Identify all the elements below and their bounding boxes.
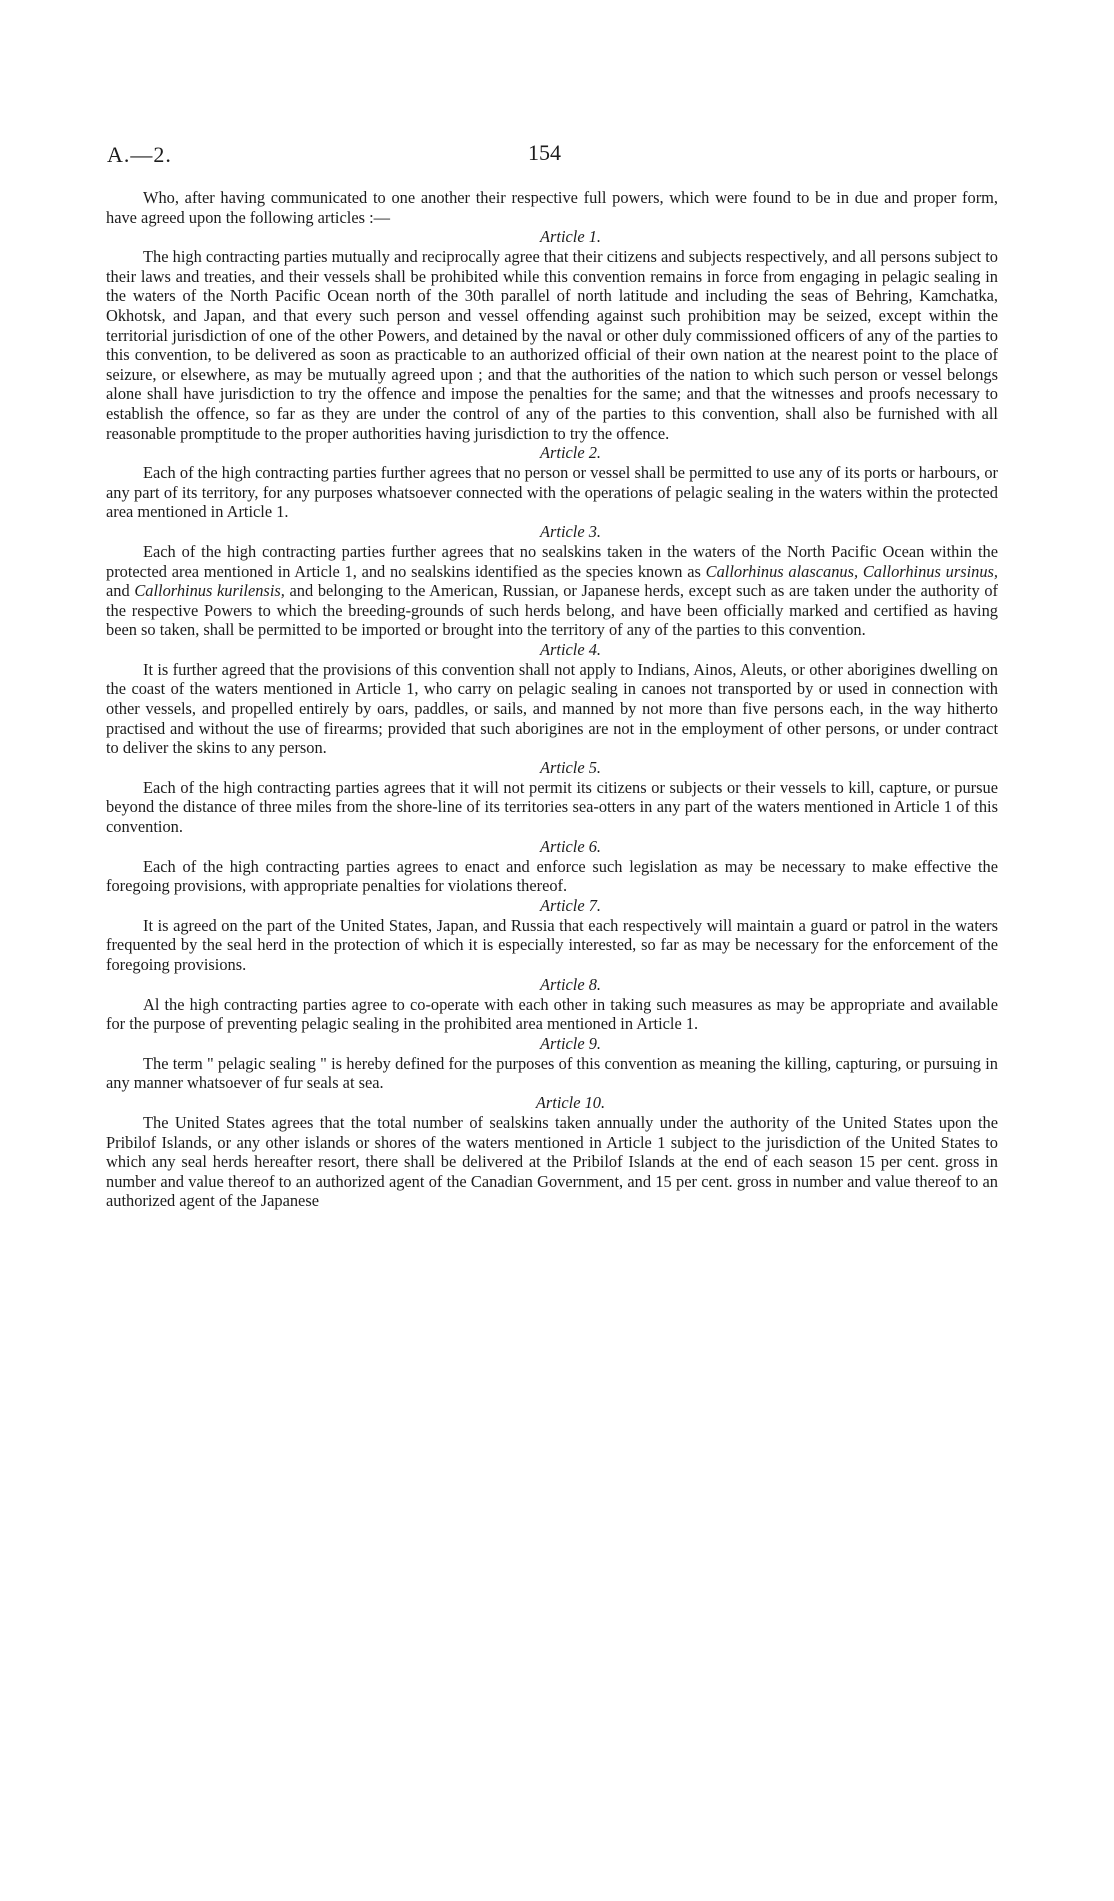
article-3-text-part-a: Each of the high contracting parties further agrees that no sealskins taken in the waters of the North Pacific Ocean within the protected area mentioned in Article 1, and no sealskins identified as the species known as [106, 541, 998, 581]
intro-paragraph: Who, after having communicated to one another their respective full powers, which were found to be in due and proper form, have agreed upon the following articles :— [106, 188, 998, 227]
article-8-heading: Article 8. [540, 974, 601, 994]
article-4-text: It is further agreed that the provisions of this convention shall not apply to Indians, Ainos, Aleuts, or other aborigines dwelling on the coast of the waters mentioned in Article 1, who carry on pelagic sealing in canoes not transported by or used in connection with other vessels, and propelled entirely by oars, paddles, or sails, and manned by not more than five persons each, in the way hitherto practised and without the use of firearms; provided that such aborigines are not in the employment of other persons, or under contract to deliver the skins to any person. [106, 659, 998, 758]
document-reference: A.—2. [107, 142, 172, 167]
article-5-heading: Article 5. [540, 757, 601, 777]
article-7-text: It is agreed on the part of the United States, Japan, and Russia that each respectively will maintain a guard or patrol in the waters frequented by the seal herd in the protection of which it is especially interested, so far as may be necessary for the enforcement of the foregoing provisions. [106, 915, 998, 974]
article-9-text: The term " pelagic sealing " is hereby defined for the purposes of this convention as meaning the killing, capturing, or pursuing in any manner whatsoever of fur seals at sea. [106, 1053, 998, 1093]
species-name-ursinus: Callorhinus ursinus, [862, 561, 998, 581]
article-6-text: Each of the high contracting parties agrees to enact and enforce such legislation as may be necessary to make effective the foregoing provisions, with appropriate penalties for violations thereof. [106, 856, 998, 896]
article-10-heading: Article 10. [535, 1092, 606, 1112]
article-3-text [106, 542, 998, 640]
article-3-text-part-b: and belonging to the American, Russian, or Japanese herds, except such as are taken under the authority of the respective Powers to which the breeding-grounds of such herds belong, and have been officially marked and certified as having been so taken, shall be permitted to be imported or brought into the territory of any of the parties to this convention. [106, 581, 998, 640]
article-8-text: Al the high contracting parties agree to co-operate with each other in taking such measures as may be appropriate and available for the purpose of preventing pelagic sealing in the prohibited area mentioned in Article 1. [106, 994, 998, 1034]
article-6-heading: Article 6. [540, 836, 601, 856]
article-1-heading: Article 1. [540, 227, 601, 247]
species-name-kurilensis: Callorhinus kurilensis, [134, 581, 285, 601]
article-9-heading: Article 9. [540, 1033, 601, 1053]
article-4-heading: Article 4. [540, 639, 601, 659]
article-2-text: Each of the high contracting parties further agrees that no person or vessel shall be permitted to use any of its ports or harbours, or any part of its territory, for any purposes whatsoever connected with the operations of pelagic sealing in the waters within the protected area mentioned in Article 1. [106, 463, 998, 522]
article-3-heading: Article 3. [540, 521, 601, 541]
article-10-text: The United States agrees that the total number of sealskins taken annually under the authority of the United States upon the Pribilof Islands, or any other islands or shores of the waters mentioned in Article 1 subject to the jurisdiction of the United States to which any seal herds hereafter resort, there shall be delivered at the Pribilof Islands at the end of each season 15 per cent. gross in number and value thereof to an authorized agent of the Canadian Government, and 15 per cent. gross in number and value thereof to an authorized agent of the Japanese [106, 1112, 998, 1211]
treaty-text [106, 188, 998, 1211]
article-7-heading: Article 7. [540, 895, 601, 915]
article-3-conjunction: and [106, 581, 130, 601]
article-1-text: The high contracting parties mutually and reciprocally agree that their citizens and subjects respectively, and all persons subject to their laws and treaties, and their vessels shall be prohibited while this convention remains in force from engaging in pelagic sealing in the waters of the North Pacific Ocean north of the 30th parallel of north latitude and including the seas of Behring, Kamchatka, Okhotsk, and Japan, and that every such person and vessel offending against such prohibition may be seized, except within the territorial jurisdiction of one of the other Powers, and detained by the naval or other duly commissioned officers of any of the parties to this convention, to be delivered as soon as practicable to an authorized official of their own nation at the nearest point to the place of seizure, or elsewhere, as may be mutually agreed upon ; and that the authorities of the nation to which such person or vessel belongs alone shall have jurisdiction to try the offence and impose the penalties for the same; and that the witnesses and proofs necessary to establish the offence, so far as they are under the control of any of the parties to this convention, shall also be furnished with all reasonable promptitude to the proper authorities having jurisdiction to try the offence. [106, 247, 998, 443]
species-name-alascanus: Callorhinus alascanus, [705, 561, 859, 581]
page-number: 154 [528, 140, 561, 165]
article-5-text: Each of the high contracting parties agrees that it will not permit its citizens or subjects or their vessels to kill, capture, or pursue beyond the distance of three miles from the shore-line of its territories sea-otters in any part of the waters mentioned in Article 1 of this convention. [106, 777, 998, 837]
article-2-heading: Article 2. [540, 443, 601, 463]
